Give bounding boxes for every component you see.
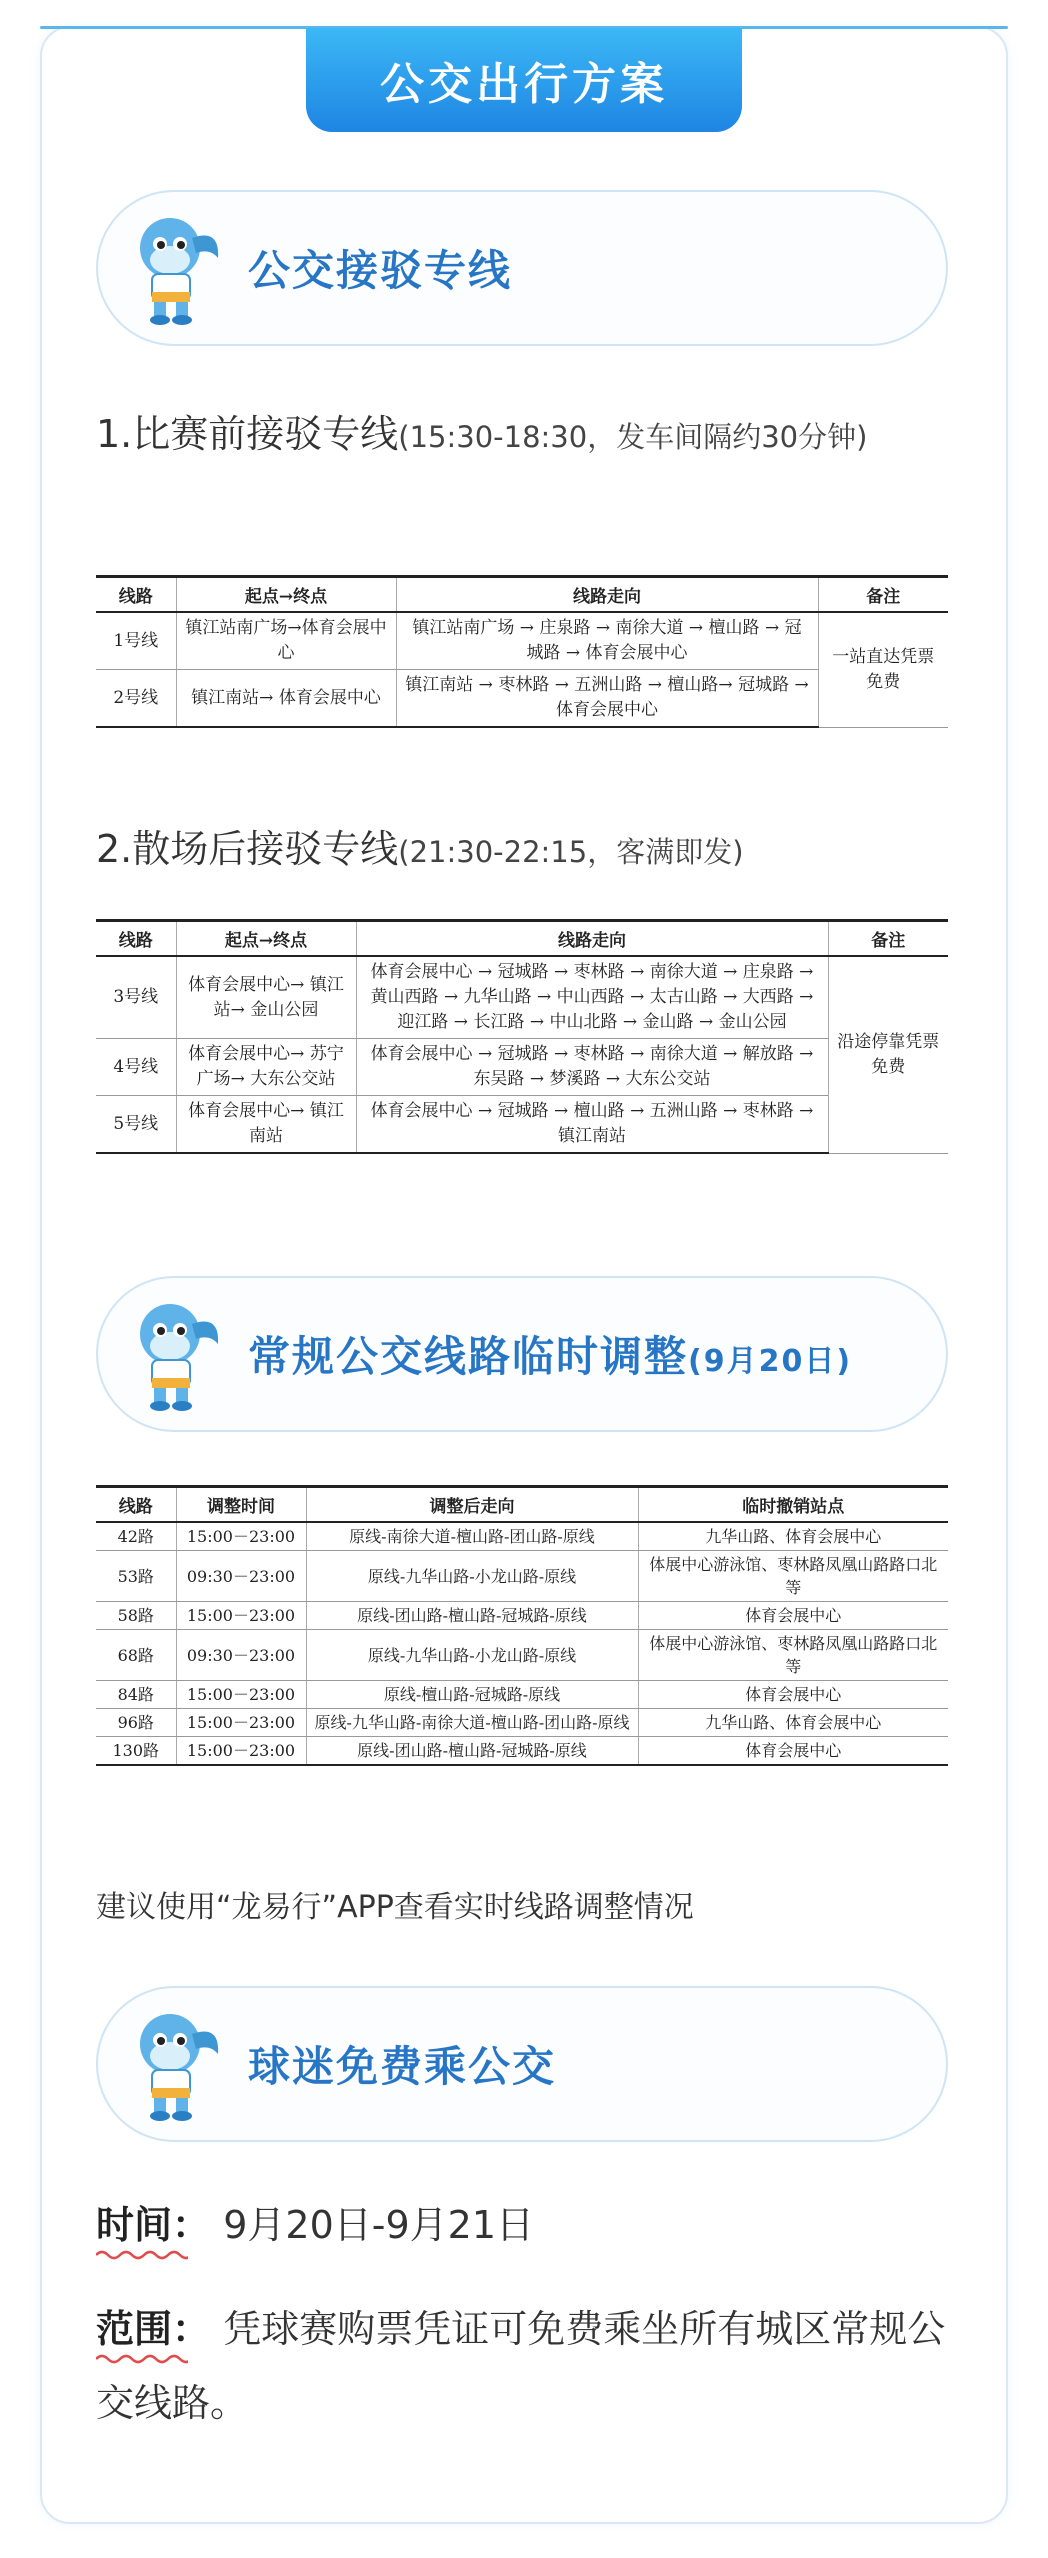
section-title [248, 1324, 852, 1384]
table-row [96, 1551, 948, 1602]
cell-line: 1号线 [96, 612, 176, 670]
cell-note: 一站直达凭票免费 [818, 612, 948, 727]
cell-route: 原线-南徐大道-檀山路-团山路-原线 [306, 1522, 638, 1551]
cell-stops: 体育会展中心 [638, 1681, 948, 1709]
cell-time: 15:00－23:00 [176, 1709, 306, 1737]
scope-label [96, 2307, 223, 2351]
col-header: 起点→终点 [176, 577, 396, 613]
cell-route: 原线-檀山路-冠城路-原线 [306, 1681, 638, 1709]
cell-route: 原线-九华山路-小龙山路-原线 [306, 1630, 638, 1681]
cell-route: 原线-九华山路-南徐大道-檀山路-团山路-原线 [306, 1709, 638, 1737]
pre-match-detail: (15:30-18:30，发车间隔约30分钟) [398, 420, 868, 454]
post-match-heading [96, 810, 956, 891]
mascot-icon [120, 1294, 228, 1414]
cell-line: 3号线 [96, 956, 176, 1039]
pre-match-title: 1.比赛前接驳专线 [96, 412, 399, 456]
col-header: 线路 [96, 1487, 176, 1523]
table-row [96, 1681, 948, 1709]
table-row [96, 1039, 948, 1096]
cell-time: 15:00－23:00 [176, 1602, 306, 1630]
cell-time: 09:30－23:00 [176, 1551, 306, 1602]
cell-stops: 九华山路、体育会展中心 [638, 1522, 948, 1551]
post-match-title: 2.散场后接驳专线 [96, 827, 399, 871]
table-row [96, 1522, 948, 1551]
col-header: 线路走向 [356, 921, 828, 957]
mascot-icon [120, 2004, 228, 2124]
cell-route: 镇江站南广场 → 庄泉路 → 南徐大道 → 檀山路 → 冠城路 → 体育会展中心 [396, 612, 818, 670]
cell-route: 镇江南站 → 枣林路 → 五洲山路 → 檀山路→ 冠城路 → 体育会展中心 [396, 670, 818, 728]
cell-ends: 镇江南站→ 体育会展中心 [176, 670, 396, 728]
cell-line: 42路 [96, 1522, 176, 1551]
wave-underline [96, 2353, 188, 2365]
cell-stops: 九华山路、体育会展中心 [638, 1709, 948, 1737]
cell-stops: 体展中心游泳馆、枣林路凤凰山路路口北等 [638, 1630, 948, 1681]
section-title-date: (9月20日) [688, 1344, 853, 1379]
cell-line: 96路 [96, 1709, 176, 1737]
cell-time: 15:00－23:00 [176, 1737, 306, 1766]
free-scope [96, 2292, 956, 2440]
cell-stops: 体育会展中心 [638, 1737, 948, 1766]
col-header: 线路走向 [396, 577, 818, 613]
cell-route: 体育会展中心 → 冠城路 → 枣林路 → 南徐大道 → 解放路 → 东吴路 → 梦溪路 → 大东公交站 [356, 1039, 828, 1096]
cell-ends: 体育会展中心→ 镇江站→ 金山公园 [176, 956, 356, 1039]
cell-stops: 体展中心游泳馆、枣林路凤凰山路路口北等 [638, 1551, 948, 1602]
table-row [96, 1737, 948, 1766]
page-title: 公交出行方案 [306, 28, 742, 132]
adjust-table [96, 1485, 948, 1766]
scope-value: 凭球赛购票凭证可免费乘坐所有城区常规公交线路。 [96, 2307, 946, 2425]
section-title: 球迷免费乘公交 [248, 2042, 557, 2091]
cell-time: 15:00－23:00 [176, 1681, 306, 1709]
pre-match-table [96, 575, 948, 728]
cell-line: 2号线 [96, 670, 176, 728]
pre-match-heading [96, 395, 956, 476]
col-header: 线路 [96, 577, 176, 613]
cell-line: 58路 [96, 1602, 176, 1630]
table-row [96, 956, 948, 1039]
cell-line: 130路 [96, 1737, 176, 1766]
section-header-adjust [96, 1276, 948, 1432]
cell-route: 原线-团山路-檀山路-冠城路-原线 [306, 1737, 638, 1766]
cell-time: 09:30－23:00 [176, 1630, 306, 1681]
section-title: 公交接驳专线 [248, 246, 513, 295]
post-match-table [96, 919, 948, 1154]
col-header: 调整时间 [176, 1487, 306, 1523]
cell-ends: 体育会展中心→ 镇江南站 [176, 1096, 356, 1154]
app-tip: 建议使用“龙易行”APP查看实时线路调整情况 [96, 1890, 694, 1925]
cell-note: 沿途停靠凭票免费 [828, 956, 948, 1153]
time-label [96, 2203, 223, 2247]
cell-line: 84路 [96, 1681, 176, 1709]
time-label-text: 时间： [96, 2203, 211, 2247]
cell-route: 体育会展中心 → 冠城路 → 檀山路 → 五洲山路 → 枣林路 → 镇江南站 [356, 1096, 828, 1154]
cell-line: 68路 [96, 1630, 176, 1681]
col-header: 调整后走向 [306, 1487, 638, 1523]
cell-route: 原线-团山路-檀山路-冠城路-原线 [306, 1602, 638, 1630]
post-match-detail: (21:30-22:15，客满即发) [398, 835, 744, 869]
cell-stops: 体育会展中心 [638, 1602, 948, 1630]
wave-underline [96, 2249, 188, 2261]
time-value: 9月20日-9月21日 [223, 2203, 535, 2247]
table-row [96, 1096, 948, 1154]
section-header-shuttle [96, 190, 948, 346]
mascot-icon [120, 208, 228, 328]
cell-route: 原线-九华山路-小龙山路-原线 [306, 1551, 638, 1602]
table-row [96, 612, 948, 670]
col-header: 备注 [828, 921, 948, 957]
section-header-free [96, 1986, 948, 2142]
cell-route: 体育会展中心 → 冠城路 → 枣林路 → 南徐大道 → 庄泉路 → 黄山西路 → 九华山路 → 中山西路 → 太古山路 → 大西路 → 迎江路 → 长江路 → 中山北路 → 金山路 → 金山公园 [356, 956, 828, 1039]
cell-line: 53路 [96, 1551, 176, 1602]
cell-ends: 镇江站南广场→体育会展中心 [176, 612, 396, 670]
table-row [96, 1630, 948, 1681]
cell-time: 15:00－23:00 [176, 1522, 306, 1551]
table-row [96, 1602, 948, 1630]
cell-ends: 体育会展中心→ 苏宁广场→ 大东公交站 [176, 1039, 356, 1096]
scope-label-text: 范围： [96, 2307, 211, 2351]
col-header: 线路 [96, 921, 176, 957]
col-header: 起点→终点 [176, 921, 356, 957]
free-time [96, 2188, 956, 2262]
cell-line: 4号线 [96, 1039, 176, 1096]
col-header: 临时撤销站点 [638, 1487, 948, 1523]
cell-line: 5号线 [96, 1096, 176, 1154]
col-header: 备注 [818, 577, 948, 613]
section-title-text: 常规公交线路临时调整 [248, 1332, 689, 1381]
table-row [96, 1709, 948, 1737]
